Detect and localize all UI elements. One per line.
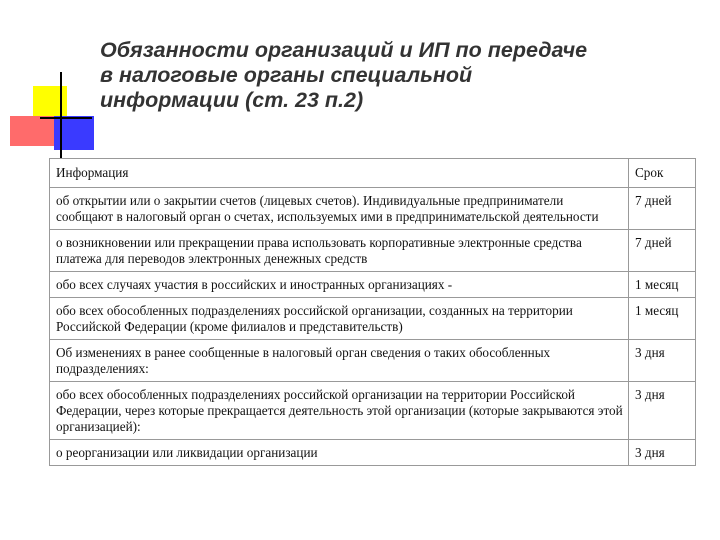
- decor-horizontal-line: [40, 117, 92, 119]
- obligations-table: [49, 158, 696, 466]
- title-line-1: Обязанности организаций и ИП по передаче: [100, 38, 588, 62]
- slide-title: [100, 38, 700, 113]
- cell-info: об открытии или о закрытии счетов (лицевых счетов). Индивидуальные предприниматели сообщают в налоговый орган о счетах, используемых ими в предпринимательской деятельности: [50, 188, 629, 230]
- table-row: [50, 188, 696, 230]
- table-header-row: [50, 159, 696, 188]
- table-row: [50, 272, 696, 298]
- table-row: [50, 440, 696, 466]
- cell-term: 3 дня: [629, 440, 696, 466]
- table-row: [50, 340, 696, 382]
- decor-red-square: [10, 116, 54, 146]
- cell-info: обо всех случаях участия в российских и иностранных организациях -: [50, 272, 629, 298]
- cell-term: 7 дней: [629, 188, 696, 230]
- cell-term: 3 дня: [629, 340, 696, 382]
- title-line-2: в налоговые органы специальной: [100, 63, 473, 87]
- title-line-3: информации (ст. 23 п.2): [100, 88, 364, 112]
- header-term: Срок: [629, 159, 696, 188]
- table-row: [50, 298, 696, 340]
- cell-term: 1 месяц: [629, 272, 696, 298]
- header-info: Информация: [50, 159, 629, 188]
- cell-info: о реорганизации или ликвидации организации: [50, 440, 629, 466]
- cell-info: о возникновении или прекращении права использовать корпоративные электронные средства платежа для переводов электронных денежных средств: [50, 230, 629, 272]
- cell-info: обо всех обособленных подразделениях российской организации на территории Российской Федерации, через которые прекращается деятельность этой организации (которые закрываются этой организацией):: [50, 382, 629, 440]
- cell-term: 1 месяц: [629, 298, 696, 340]
- table-row: [50, 230, 696, 272]
- cell-info: обо всех обособленных подразделениях российской организации, созданных на территории Российской Федерации (кроме филиалов и представительств): [50, 298, 629, 340]
- cell-term: 3 дня: [629, 382, 696, 440]
- cell-info: Об изменениях в ранее сообщенные в налоговый орган сведения о таких обособленных подразделениях:: [50, 340, 629, 382]
- cell-term: 7 дней: [629, 230, 696, 272]
- table-row: [50, 382, 696, 440]
- decor-vertical-line: [60, 72, 62, 158]
